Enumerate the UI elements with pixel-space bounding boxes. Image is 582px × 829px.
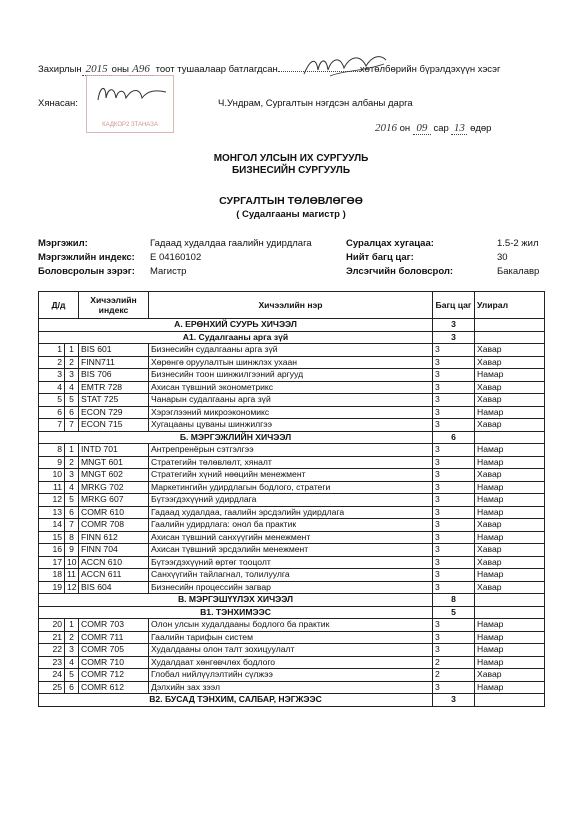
course-code: MRKG 607 [79, 494, 149, 507]
table-row [39, 681, 545, 694]
course-credits: 2 [433, 669, 475, 682]
course-credits: 3 [433, 381, 475, 394]
course-credits: 3 [433, 481, 475, 494]
row-sub-number: 6 [65, 681, 79, 694]
row-number: 22 [39, 644, 65, 657]
course-name: Хугацааны цуваны шинжилгээ [149, 419, 433, 432]
row-sub-number: 6 [65, 406, 79, 419]
approver-signature [300, 50, 390, 82]
course-season: Хавар [475, 556, 545, 569]
row-sub-number: 11 [65, 569, 79, 582]
date-month-handwritten: 09 [413, 122, 431, 135]
course-code: MNGT 601 [79, 456, 149, 469]
date-month-word: сар [433, 123, 449, 134]
row-sub-number: 2 [65, 356, 79, 369]
section-credits: 3 [433, 331, 475, 344]
course-code: COMR 712 [79, 669, 149, 682]
course-name: Худалдаат хөнгөвчлөх бодлого [149, 656, 433, 669]
course-season: Намар [475, 494, 545, 507]
table-header-row [39, 292, 545, 319]
table-row [39, 519, 545, 532]
section-row [39, 431, 545, 444]
course-credits: 2 [433, 656, 475, 669]
row-number: 15 [39, 531, 65, 544]
row-number: 2 [39, 356, 65, 369]
course-season: Хавар [475, 669, 545, 682]
order-year-handwritten: 2015 [82, 63, 112, 76]
section-title: А1. Судалгааны арга зүй [39, 331, 433, 344]
table-row [39, 569, 545, 582]
course-name: Олон улсын худалдааны бодлого ба практик [149, 619, 433, 632]
table-row [39, 456, 545, 469]
row-number: 18 [39, 569, 65, 582]
section-credits: 8 [433, 594, 475, 607]
course-season: Намар [475, 569, 545, 582]
course-code: BIS 604 [79, 581, 149, 594]
course-name: Дэлхийн зах зээл [149, 681, 433, 694]
section-row [39, 694, 545, 707]
approval-prefix: Захирлын [38, 64, 82, 75]
section-row [39, 331, 545, 344]
section-season-empty [475, 331, 545, 344]
approval-mid: тоот тушаалаар батлагдсан [155, 64, 278, 75]
approval-date [375, 122, 491, 135]
date-day-word: өдөр [470, 123, 492, 134]
course-code: FINN 704 [79, 544, 149, 557]
course-season: Намар [475, 631, 545, 644]
course-code: ECON 715 [79, 419, 149, 432]
table-row [39, 631, 545, 644]
row-number: 12 [39, 494, 65, 507]
degree-label: Боловсролын зэрэг: [38, 266, 135, 277]
row-number: 19 [39, 581, 65, 594]
course-credits: 3 [433, 344, 475, 357]
row-sub-number: 7 [65, 419, 79, 432]
course-code: FINN711 [79, 356, 149, 369]
course-code: ECON 729 [79, 406, 149, 419]
row-sub-number: 5 [65, 394, 79, 407]
course-credits: 3 [433, 519, 475, 532]
course-code: COMR 612 [79, 681, 149, 694]
course-name: Бизнесийн судалгааны арга зүй [149, 344, 433, 357]
course-credits: 3 [433, 681, 475, 694]
table-row [39, 581, 545, 594]
course-code: COMR 710 [79, 656, 149, 669]
col-header-season: Улирал [475, 292, 545, 319]
course-credits: 3 [433, 444, 475, 457]
plan-title: СУРГАЛТЫН ТӨЛӨВЛӨГӨӨ [219, 195, 363, 207]
course-season: Намар [475, 481, 545, 494]
course-credits: 3 [433, 369, 475, 382]
course-name: Чанарын судалгааны арга зүй [149, 394, 433, 407]
course-name: Бизнесийн тоон шинжилгээний аргууд [149, 369, 433, 382]
course-credits: 3 [433, 406, 475, 419]
course-season: Хавар [475, 419, 545, 432]
degree-value: Магистр [150, 266, 187, 277]
approval-suffix: хөтөлбөрийн бүрэлдэхүүн хэсэг [359, 64, 501, 75]
row-sub-number: 9 [65, 544, 79, 557]
table-row [39, 344, 545, 357]
course-name: Гаалийн тарифын систем [149, 631, 433, 644]
total-credits-label: Нийт багц цаг: [346, 252, 414, 263]
course-season: Намар [475, 506, 545, 519]
course-season: Намар [475, 644, 545, 657]
table-row [39, 494, 545, 507]
date-year-handwritten: 2016 [375, 122, 397, 134]
section-season-empty [475, 606, 545, 619]
reviewer-name: Ч.Ундрам, Сургалтын нэгдсэн албаны дарга [218, 98, 413, 109]
table-row [39, 381, 545, 394]
table-row [39, 619, 545, 632]
course-code: COMR 703 [79, 619, 149, 632]
course-name: Стратегийн хүний нөөцийн менежмент [149, 469, 433, 482]
course-name: Бизнесийн процессийн загвар [149, 581, 433, 594]
section-credits: 6 [433, 431, 475, 444]
course-season: Намар [475, 681, 545, 694]
row-sub-number: 5 [65, 494, 79, 507]
row-sub-number: 1 [65, 619, 79, 632]
curriculum-table [38, 291, 545, 707]
row-number: 25 [39, 681, 65, 694]
row-sub-number: 3 [65, 644, 79, 657]
row-sub-number: 8 [65, 531, 79, 544]
table-body [39, 319, 545, 707]
course-season: Хавар [475, 519, 545, 532]
row-sub-number: 5 [65, 669, 79, 682]
school-name: БИЗНЕСИЙН СУРГУУЛЬ [231, 165, 351, 176]
specialty-label: Мэргэжил: [38, 238, 88, 249]
course-code: MNGT 602 [79, 469, 149, 482]
course-name: Худалдааны олон талт зохицуулалт [149, 644, 433, 657]
section-title: В. МЭРГЭШҮҮЛЭХ ХИЧЭЭЛ [39, 594, 433, 607]
row-number: 21 [39, 631, 65, 644]
row-sub-number: 7 [65, 519, 79, 532]
course-name: Хөрөнгө оруулалтын шинжлэх ухаан [149, 356, 433, 369]
prev-education-value: Бакалавр [497, 266, 540, 277]
col-header-credits: Багц цаг [433, 292, 475, 319]
table-row [39, 544, 545, 557]
course-season: Хавар [475, 581, 545, 594]
stamp-text: КАДКОР2 ЗТАНАЗА [102, 122, 158, 128]
table-row [39, 669, 545, 682]
section-credits: 3 [433, 319, 475, 332]
row-number: 10 [39, 469, 65, 482]
course-code: STAT 725 [79, 394, 149, 407]
row-number: 7 [39, 419, 65, 432]
course-credits: 3 [433, 631, 475, 644]
row-number: 14 [39, 519, 65, 532]
course-credits: 3 [433, 494, 475, 507]
course-season: Намар [475, 619, 545, 632]
course-name: Гадаад худалдаа, гаалийн эрсдэлийн удирдлага [149, 506, 433, 519]
row-number: 24 [39, 669, 65, 682]
table-row [39, 644, 545, 657]
table-row [39, 506, 545, 519]
row-sub-number: 2 [65, 631, 79, 644]
table-row [39, 556, 545, 569]
row-sub-number: 10 [65, 556, 79, 569]
approval-year-word: оны [111, 64, 130, 75]
university-name: МОНГОЛ УЛСЫН ИХ СУРГУУЛЬ [213, 153, 369, 164]
course-credits: 3 [433, 544, 475, 557]
course-code: COMR 705 [79, 644, 149, 657]
course-code: COMR 610 [79, 506, 149, 519]
course-season: Намар [475, 531, 545, 544]
row-number: 13 [39, 506, 65, 519]
row-sub-number: 6 [65, 506, 79, 519]
course-season: Хавар [475, 394, 545, 407]
section-row [39, 606, 545, 619]
specialty-value: Гадаад худалдаа гаалийн удирдлага [150, 238, 312, 249]
table-row [39, 394, 545, 407]
course-season: Намар [475, 406, 545, 419]
section-credits: 3 [433, 694, 475, 707]
table-row [39, 419, 545, 432]
row-number: 23 [39, 656, 65, 669]
row-number: 17 [39, 556, 65, 569]
table-row [39, 481, 545, 494]
index-value: Е 04160102 [150, 252, 202, 263]
section-title: В1. ТЭНХИМЭЭС [39, 606, 433, 619]
row-sub-number: 12 [65, 581, 79, 594]
plan-subtitle: ( Судалгааны магистр ) [236, 209, 346, 220]
course-code: MRKG 702 [79, 481, 149, 494]
course-credits: 3 [433, 556, 475, 569]
reviewed-label: Хянасан: [38, 98, 78, 109]
reviewer-signature [92, 80, 172, 108]
course-season: Хавар [475, 356, 545, 369]
course-credits: 3 [433, 506, 475, 519]
course-code: EMTR 728 [79, 381, 149, 394]
table-row [39, 356, 545, 369]
course-name: Ахисан түвшний эконометрикс [149, 381, 433, 394]
course-name: Антрепренёрын сэтгэлгээ [149, 444, 433, 457]
row-sub-number: 4 [65, 381, 79, 394]
course-code: COMR 711 [79, 631, 149, 644]
row-number: 1 [39, 344, 65, 357]
course-name: Ахисан түвшний эрсдэлийн менежмент [149, 544, 433, 557]
prev-education-label: Элсэгчийн боловсрол: [346, 266, 454, 277]
course-name: Гаалийн удирдлага: онол ба практик [149, 519, 433, 532]
course-name: Санхүүгийн тайлагнал, толилуулга [149, 569, 433, 582]
course-season: Намар [475, 444, 545, 457]
course-name: Бүтээгдэхүүний өртөг тооцолт [149, 556, 433, 569]
course-name: Маркетингийн удирдлагын бодлого, стратеги [149, 481, 433, 494]
table-row [39, 444, 545, 457]
col-header-num: Д/д [39, 292, 79, 319]
course-code: INTD 701 [79, 444, 149, 457]
course-credits: 3 [433, 531, 475, 544]
course-season: Хавар [475, 344, 545, 357]
row-number: 4 [39, 381, 65, 394]
course-credits: 3 [433, 356, 475, 369]
row-sub-number: 3 [65, 469, 79, 482]
table-row [39, 369, 545, 382]
row-sub-number: 2 [65, 456, 79, 469]
col-header-name: Хичээлийн нэр [149, 292, 433, 319]
row-number: 11 [39, 481, 65, 494]
course-season: Намар [475, 369, 545, 382]
course-credits: 3 [433, 469, 475, 482]
course-credits: 3 [433, 419, 475, 432]
course-code: ACCN 611 [79, 569, 149, 582]
course-name: Бүтээгдэхүүний удирдлага [149, 494, 433, 507]
col-header-index: Хичээлийн индекс [79, 292, 149, 319]
row-sub-number: 1 [65, 344, 79, 357]
course-code: BIS 601 [79, 344, 149, 357]
course-credits: 3 [433, 394, 475, 407]
section-title: А. ЕРӨНХИЙ СУУРЬ ХИЧЭЭЛ [39, 319, 433, 332]
row-sub-number: 4 [65, 481, 79, 494]
total-credits-value: 30 [497, 252, 508, 263]
course-code: BIS 706 [79, 369, 149, 382]
section-season-empty [475, 319, 545, 332]
row-number: 8 [39, 444, 65, 457]
row-sub-number: 3 [65, 369, 79, 382]
row-sub-number: 4 [65, 656, 79, 669]
course-credits: 3 [433, 581, 475, 594]
row-number: 20 [39, 619, 65, 632]
course-season: Хавар [475, 544, 545, 557]
row-sub-number: 1 [65, 444, 79, 457]
date-day-handwritten: 13 [451, 122, 467, 135]
table-row [39, 469, 545, 482]
section-title: В2. БУСАД ТЭНХИМ, САЛБАР, НЭГЖЭЭС [39, 694, 433, 707]
row-number: 16 [39, 544, 65, 557]
duration-label: Суралцах хугацаа: [346, 238, 434, 249]
course-credits: 3 [433, 644, 475, 657]
course-code: FINN 612 [79, 531, 149, 544]
course-name: Глобал нийлүүлэлтийн сүлжээ [149, 669, 433, 682]
section-season-empty [475, 694, 545, 707]
table-row [39, 406, 545, 419]
course-code: ACCN 610 [79, 556, 149, 569]
course-name: Стратегийн төлөвлөлт, хяналт [149, 456, 433, 469]
index-label: Мэргэжлийн индекс: [38, 252, 135, 263]
row-number: 3 [39, 369, 65, 382]
section-credits: 5 [433, 606, 475, 619]
course-credits: 3 [433, 569, 475, 582]
section-title: Б. МЭРГЭЖЛИЙН ХИЧЭЭЛ [39, 431, 433, 444]
course-name: Хэрэглээний микроэкономикс [149, 406, 433, 419]
course-season: Хавар [475, 381, 545, 394]
duration-value: 1.5-2 жил [497, 238, 539, 249]
section-season-empty [475, 594, 545, 607]
course-name: Ахисан түвшний санхүүгийн менежмент [149, 531, 433, 544]
section-row [39, 319, 545, 332]
section-season-empty [475, 431, 545, 444]
course-credits: 3 [433, 456, 475, 469]
course-code: COMR 708 [79, 519, 149, 532]
course-season: Хавар [475, 469, 545, 482]
date-year-word: он [399, 123, 411, 134]
row-number: 6 [39, 406, 65, 419]
section-row [39, 594, 545, 607]
table-row [39, 531, 545, 544]
course-season: Намар [475, 656, 545, 669]
row-number: 9 [39, 456, 65, 469]
course-credits: 3 [433, 619, 475, 632]
table-row [39, 656, 545, 669]
order-number-handwritten: A96 [129, 63, 153, 76]
row-number: 5 [39, 394, 65, 407]
course-season: Намар [475, 456, 545, 469]
